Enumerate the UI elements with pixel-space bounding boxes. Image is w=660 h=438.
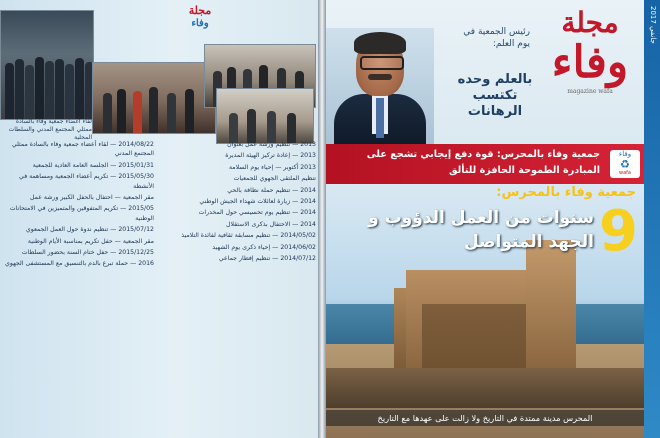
activity-entry: مقر الجمعية — حفل تكريم بمناسبة الأيام الوطنية bbox=[27, 237, 154, 245]
photo-caption: لقاء أعضاء جمعية وفاء بالسادة ممثلي المجتمع المدني والسلطات المحلية bbox=[8, 118, 92, 141]
activity-entry: 2014 — تنظيم حملة نظافة بالحي bbox=[227, 186, 316, 194]
years-title: سنوات من العمل الدؤوب و الجهد المتواصل bbox=[368, 208, 594, 252]
logo-subtitle: وفاء bbox=[191, 18, 209, 29]
logo-title: مجلة bbox=[188, 4, 212, 17]
masthead-majalla: مجلة bbox=[561, 6, 619, 39]
badge-sub: wafa bbox=[619, 170, 631, 176]
activity-entry: 2016 — حملة تبرع بالدم بالتنسيق مع المستشفى الجهوي bbox=[5, 260, 154, 268]
activity-entry: 2014 — الاحتفال بذكرى الاستقلال bbox=[225, 220, 316, 228]
activity-entry: مقر الجمعية — احتفال بالحفل الكبير ورشة عمل bbox=[30, 194, 154, 202]
activity-entry: 2014/08/22 — لقاء أعضاء جمعية وفاء بالسادة ممثلي المجتمع المدني bbox=[11, 141, 154, 158]
cover-footer: المحرس مدينة ممتدة في التاريخ ولا زالت على عهدها مع التاريخ bbox=[326, 410, 644, 426]
strip-text: جانفي 2017 bbox=[649, 6, 657, 44]
photo-table-ceremony bbox=[216, 88, 314, 144]
side-strip bbox=[644, 0, 660, 438]
masthead-latin: magazine wafa bbox=[567, 88, 613, 95]
activity-entry: 2014 — تنظيم يوم تحسيسي حول المخدرات bbox=[198, 209, 316, 217]
activity-entry: 2014/06/02 — إحياء ذكرى يوم الشهيد bbox=[212, 243, 316, 251]
activity-entry: 2013 — تنظيم ورشة عمل بعنوان bbox=[227, 141, 316, 148]
activity-entry: 2013 — إعادة تركيز الهيئة المديرة bbox=[225, 152, 316, 160]
activity-entry: 2015/07/12 — تنظيم ندوة حول العمل الجمعوي bbox=[25, 226, 154, 234]
masthead-wafa: وفاء bbox=[551, 37, 629, 88]
photo-group-meeting bbox=[0, 10, 94, 120]
president-note: رئيس الجمعية في يوم العلم: bbox=[463, 27, 530, 49]
masthead bbox=[536, 8, 644, 118]
photo-award-ceremony bbox=[92, 62, 216, 134]
headline-ribbon bbox=[326, 144, 644, 184]
activity-entry: تنظيم الملتقى الجهوي للجمعيات bbox=[233, 175, 316, 183]
wafa-logo bbox=[180, 4, 220, 34]
activity-entry: 2015/05/30 — تكريم أعضاء الجمعية ومساهمة في الأنشطة bbox=[19, 173, 154, 190]
left-page bbox=[0, 0, 320, 438]
cover-headline: جمعية وفاء بالمحرس: قوة دفع إيجابي تشجع على المبادرة الطموحة الحافزة للتألق bbox=[366, 149, 600, 176]
page-gutter bbox=[318, 0, 326, 438]
cover-subhead: جمعية وفاء بالمحرس: bbox=[496, 185, 636, 200]
president-portrait bbox=[326, 28, 434, 146]
slogan: بالعلم وحده تكتسب الرهانات bbox=[457, 72, 533, 119]
badge-name: وفاء bbox=[618, 150, 632, 158]
activity-entry: 2015/01/31 — الجلسة العامة العادية للجمعية bbox=[32, 161, 154, 169]
big-number: 9 bbox=[599, 199, 638, 264]
activity-entry: 2014/07/12 — تنظيم إفطار جماعي bbox=[218, 255, 316, 263]
activity-entry: 2014 — زيارة لعائلات شهداء الجيش الوطني bbox=[199, 198, 316, 206]
activity-entry: 2015/05 — تكريم المتفوقين والمتميزين في الامتحانات الوطنية bbox=[9, 205, 154, 222]
activity-entry: 2015/12/25 — حفل ختام السنة بحضور السلطات bbox=[21, 249, 154, 257]
activity-entry: 2013 أكتوبر — إحياء يوم السلامة bbox=[228, 163, 316, 171]
wafa-logo-icon: وفاء ♻ wafa bbox=[610, 150, 640, 178]
fortress-image bbox=[326, 184, 644, 438]
cover-page bbox=[326, 0, 660, 438]
activities-column-b bbox=[162, 140, 316, 436]
activities-column-a bbox=[4, 140, 154, 436]
activity-entry: 2014/05/02 — تنظيم مسابقة ثقافية لفائدة التلاميذ bbox=[181, 232, 316, 240]
